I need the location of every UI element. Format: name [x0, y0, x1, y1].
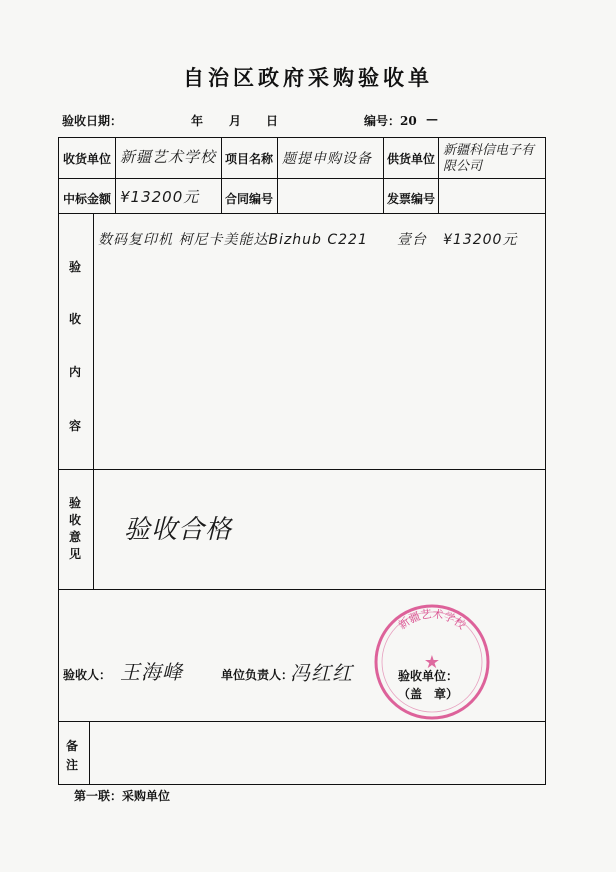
col-divider — [221, 137, 222, 213]
content-label-char: 验 — [68, 260, 81, 274]
content-label-char: 内 — [68, 365, 81, 379]
opinion-label-char: 意 — [68, 530, 81, 544]
col-divider — [383, 137, 384, 213]
col-divider — [438, 137, 439, 213]
col-divider — [89, 721, 90, 785]
row-divider — [58, 213, 546, 214]
date-day-label: 日 — [266, 114, 279, 128]
unit-label: 验收单位： — [398, 669, 459, 683]
row-divider — [58, 178, 546, 179]
content-label-char: 容 — [68, 419, 81, 433]
contract-label: 合同编号 — [225, 192, 274, 206]
col-divider — [93, 213, 94, 589]
content-item: 数码复印机 柯尼卡美能达Bizhub C221 — [98, 232, 368, 248]
row-divider — [58, 469, 546, 470]
opinion-value: 验收合格 — [124, 515, 233, 545]
inspector-label: 验收人： — [63, 668, 112, 682]
content-label-char: 收 — [68, 312, 81, 326]
col-divider — [277, 137, 278, 213]
col-divider — [115, 137, 116, 213]
official-seal — [370, 600, 494, 724]
invoice-label: 发票编号 — [387, 192, 436, 206]
supplier-value: 新疆科信电子有限公司 — [443, 143, 535, 174]
opinion-label-char: 验 — [68, 496, 81, 510]
page-title: 自治区政府采购验收单 — [183, 65, 433, 90]
amount-label: 中标金额 — [63, 192, 112, 206]
head-signature: 冯红红 — [290, 661, 353, 685]
stamp-label: （盖 章） — [398, 687, 459, 701]
supplier-label: 供货单位 — [387, 152, 436, 166]
opinion-label-char: 见 — [68, 547, 81, 561]
seal-text: 新疆艺术学校 — [395, 607, 469, 632]
number-label: 编号：20 — [364, 114, 417, 128]
remarks-label-char: 备 — [65, 739, 78, 753]
head-label: 单位负责人： — [221, 668, 294, 682]
remarks-label-char: 注 — [65, 758, 78, 772]
row-divider — [58, 589, 546, 590]
date-label: 验收日期： — [62, 114, 123, 128]
date-month-label: 月 — [229, 114, 242, 128]
opinion-label-char: 收 — [68, 513, 81, 527]
receiver-label: 收货单位 — [63, 152, 112, 166]
date-year-label: 年 — [191, 114, 204, 128]
seal-star-icon: ★ — [423, 652, 441, 673]
number-dash: — — [426, 112, 438, 126]
content-quantity: 壹台 — [397, 232, 427, 248]
inspector-signature: 王海峰 — [120, 660, 183, 684]
footer-copy-label: 第一联：采购单位 — [74, 789, 171, 803]
amount-value: ¥13200元 — [120, 188, 200, 206]
content-price: ¥13200元 — [443, 232, 518, 248]
receiver-value: 新疆艺术学校 — [120, 148, 217, 166]
project-label: 项目名称 — [225, 152, 274, 166]
project-value: 题提申购设备 — [282, 151, 372, 167]
